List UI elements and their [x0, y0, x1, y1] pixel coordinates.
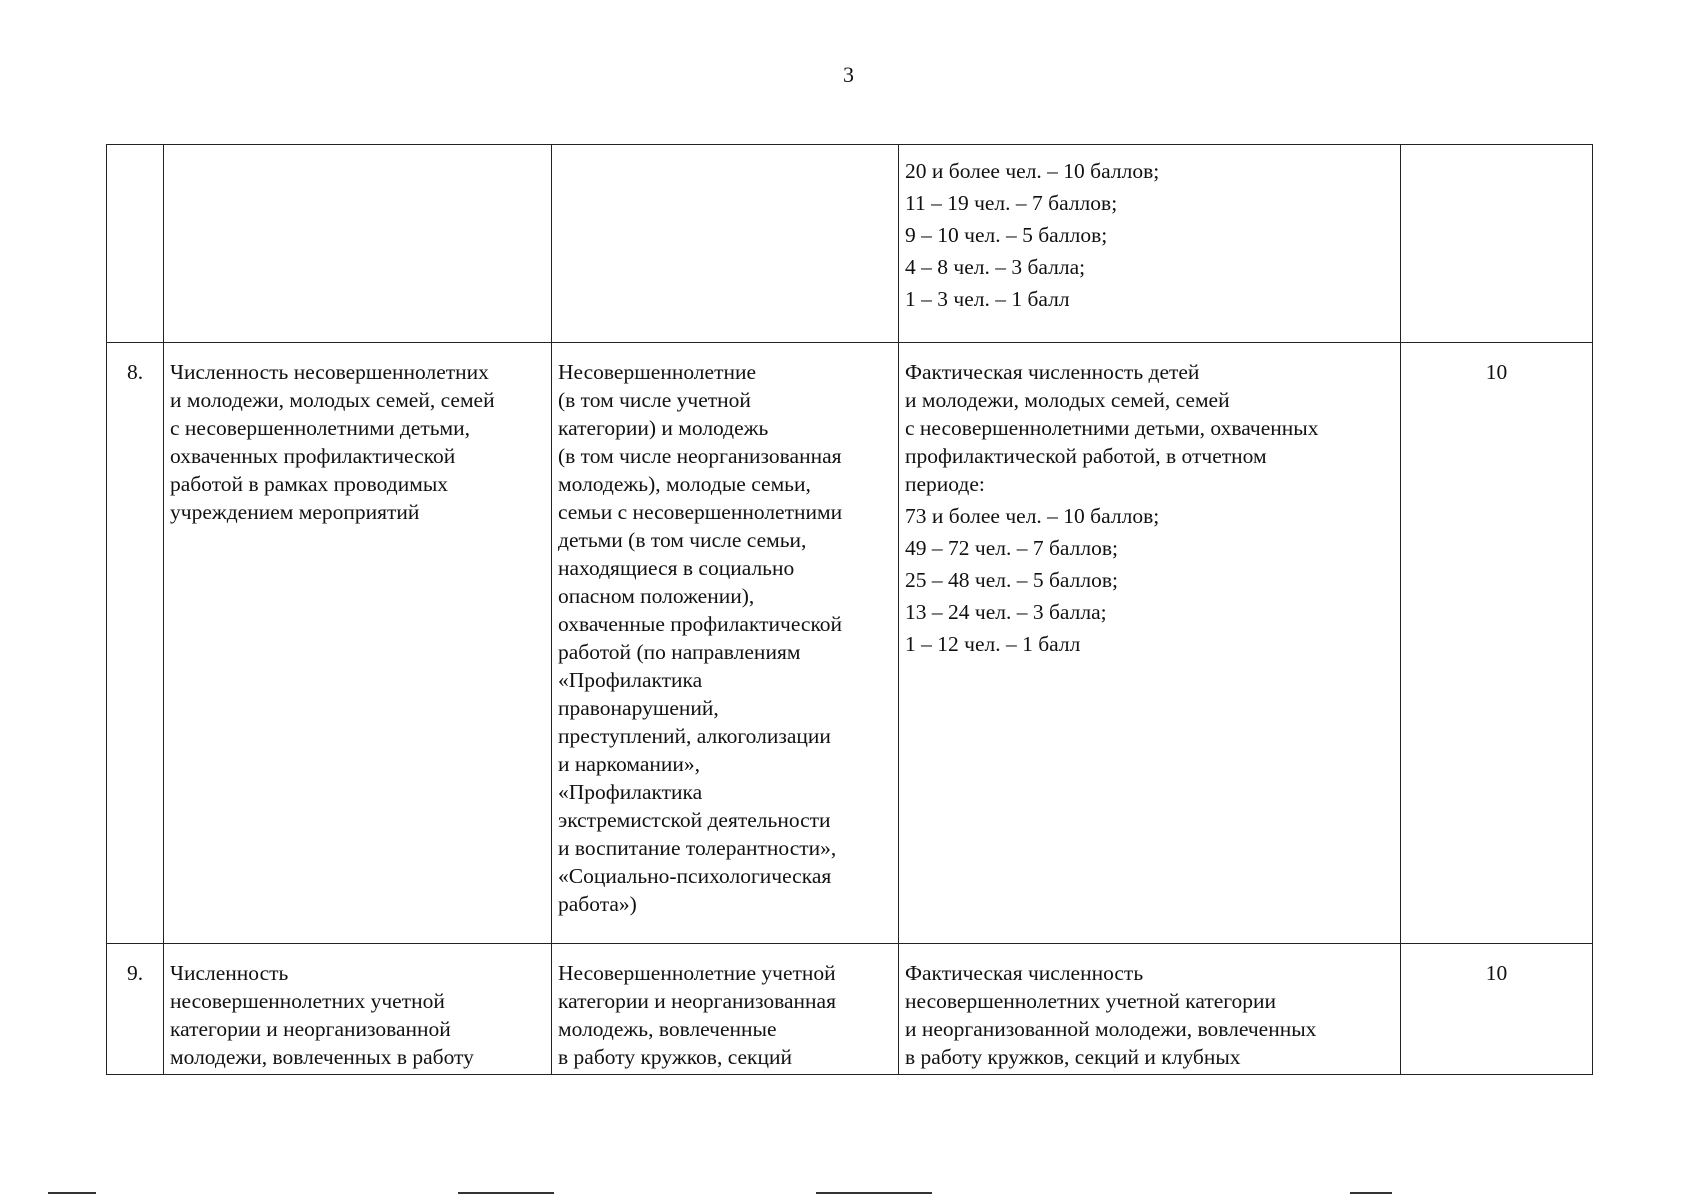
indicator-name-cell — [164, 944, 552, 1075]
subject-line: детьми (в том числе семьи, — [558, 528, 807, 552]
table-row-8 — [107, 343, 1593, 944]
calculation-line: и неорганизованной молодежи, вовлеченных — [905, 1017, 1317, 1041]
indicator-name-line: с несовершеннолетними детьми, — [170, 416, 471, 440]
score-line: 1 – 12 чел. – 1 балл — [905, 632, 1081, 656]
indicator-name-line: Численность несовершеннолетних — [170, 360, 489, 384]
indicator-name-line: и молодежи, молодых семей, семей — [170, 388, 495, 412]
table-row-continuation — [107, 145, 1593, 343]
scan-artifact — [1350, 1192, 1392, 1194]
subject-line: и воспитание толерантности», — [558, 836, 837, 860]
subject-cell — [552, 944, 899, 1075]
criteria-table — [106, 144, 1593, 1075]
subject-line: работа») — [558, 892, 637, 916]
subject-line: опасном положении), — [558, 584, 755, 608]
row-number: 9. — [107, 944, 164, 1075]
calculation-line: и молодежи, молодых семей, семей — [905, 388, 1230, 412]
scan-artifact — [458, 1192, 554, 1194]
subject-line: «Профилактика — [558, 668, 703, 692]
subject-line: «Профилактика — [558, 780, 703, 804]
calculation-line: несовершеннолетних учетной категории — [905, 989, 1277, 1013]
indicator-name-line: Численность — [170, 961, 289, 985]
subject-line: Несовершеннолетние учетной — [558, 961, 836, 985]
subject-line: молодежь), молодые семьи, — [558, 472, 811, 496]
score-line: 25 – 48 чел. – 5 баллов; — [905, 568, 1118, 592]
subject-cell — [552, 343, 899, 944]
score-line: 11 – 19 чел. – 7 баллов; — [905, 191, 1118, 215]
indicator-name-line: категории и неорганизованной — [170, 1017, 451, 1041]
subject-line: правонарушений, — [558, 696, 719, 720]
calculation-line: Фактическая численность детей — [905, 360, 1200, 384]
subject-cell — [552, 145, 899, 343]
subject-line: охваченные профилактической — [558, 612, 843, 636]
subject-line: «Социально-психологическая — [558, 864, 832, 888]
indicator-name-line: учреждением мероприятий — [170, 500, 420, 524]
scan-artifact — [48, 1192, 96, 1194]
score-line: 1 – 3 чел. – 1 балл — [905, 287, 1070, 311]
subject-line: находящиеся в социально — [558, 556, 795, 580]
subject-line: Несовершеннолетние — [558, 360, 757, 384]
indicator-name-cell — [164, 343, 552, 944]
calculation-line: с несовершеннолетними детьми, охваченных — [905, 416, 1319, 440]
calculation-cell — [899, 944, 1401, 1075]
page-number: 3 — [843, 62, 854, 87]
subject-line: (в том числе учетной — [558, 388, 751, 412]
subject-line: (в том числе неорганизованная — [558, 444, 842, 468]
indicator-name-line: несовершеннолетних учетной — [170, 989, 445, 1013]
score-line: 49 – 72 чел. – 7 баллов; — [905, 536, 1118, 560]
indicator-name-line: молодежи, вовлеченных в работу — [170, 1045, 474, 1069]
subject-line: категории и неорганизованная — [558, 989, 836, 1013]
subject-line: семьи с несовершеннолетними — [558, 500, 843, 524]
score-line: 13 – 24 чел. – 3 балла; — [905, 600, 1107, 624]
subject-line: категории) и молодежь — [558, 416, 769, 440]
row-number-cell — [107, 145, 164, 343]
subject-line: работой (по направлениям — [558, 640, 801, 664]
subject-line: и наркомании», — [558, 752, 701, 776]
subject-line: в работу кружков, секций — [558, 1045, 793, 1069]
score-line: 20 и более чел. – 10 баллов; — [905, 159, 1160, 183]
subject-line: преступлений, алкоголизации — [558, 724, 831, 748]
calculation-cell — [899, 145, 1401, 343]
indicator-name-line: работой в рамках проводимых — [170, 472, 449, 496]
max-score: 10 — [1401, 343, 1593, 944]
calculation-line: в работу кружков, секций и клубных — [905, 1045, 1241, 1069]
calculation-cell — [899, 343, 1401, 944]
calculation-line: периоде: — [905, 472, 985, 496]
score-line: 9 – 10 чел. – 5 баллов; — [905, 223, 1108, 247]
subject-line: экстремистской деятельности — [558, 808, 831, 832]
scan-artifact — [816, 1192, 932, 1194]
max-score: 10 — [1401, 944, 1593, 1075]
calculation-line: профилактической работой, в отчетном — [905, 444, 1267, 468]
table-row-9 — [107, 944, 1593, 1075]
row-number: 8. — [107, 343, 164, 944]
score-line: 73 и более чел. – 10 баллов; — [905, 504, 1160, 528]
indicator-name-line: охваченных профилактической — [170, 444, 456, 468]
indicator-name-cell — [164, 145, 552, 343]
max-score-cell — [1401, 145, 1593, 343]
score-line: 4 – 8 чел. – 3 балла; — [905, 255, 1086, 279]
calculation-line: Фактическая численность — [905, 961, 1144, 985]
subject-line: молодежь, вовлеченные — [558, 1017, 777, 1041]
